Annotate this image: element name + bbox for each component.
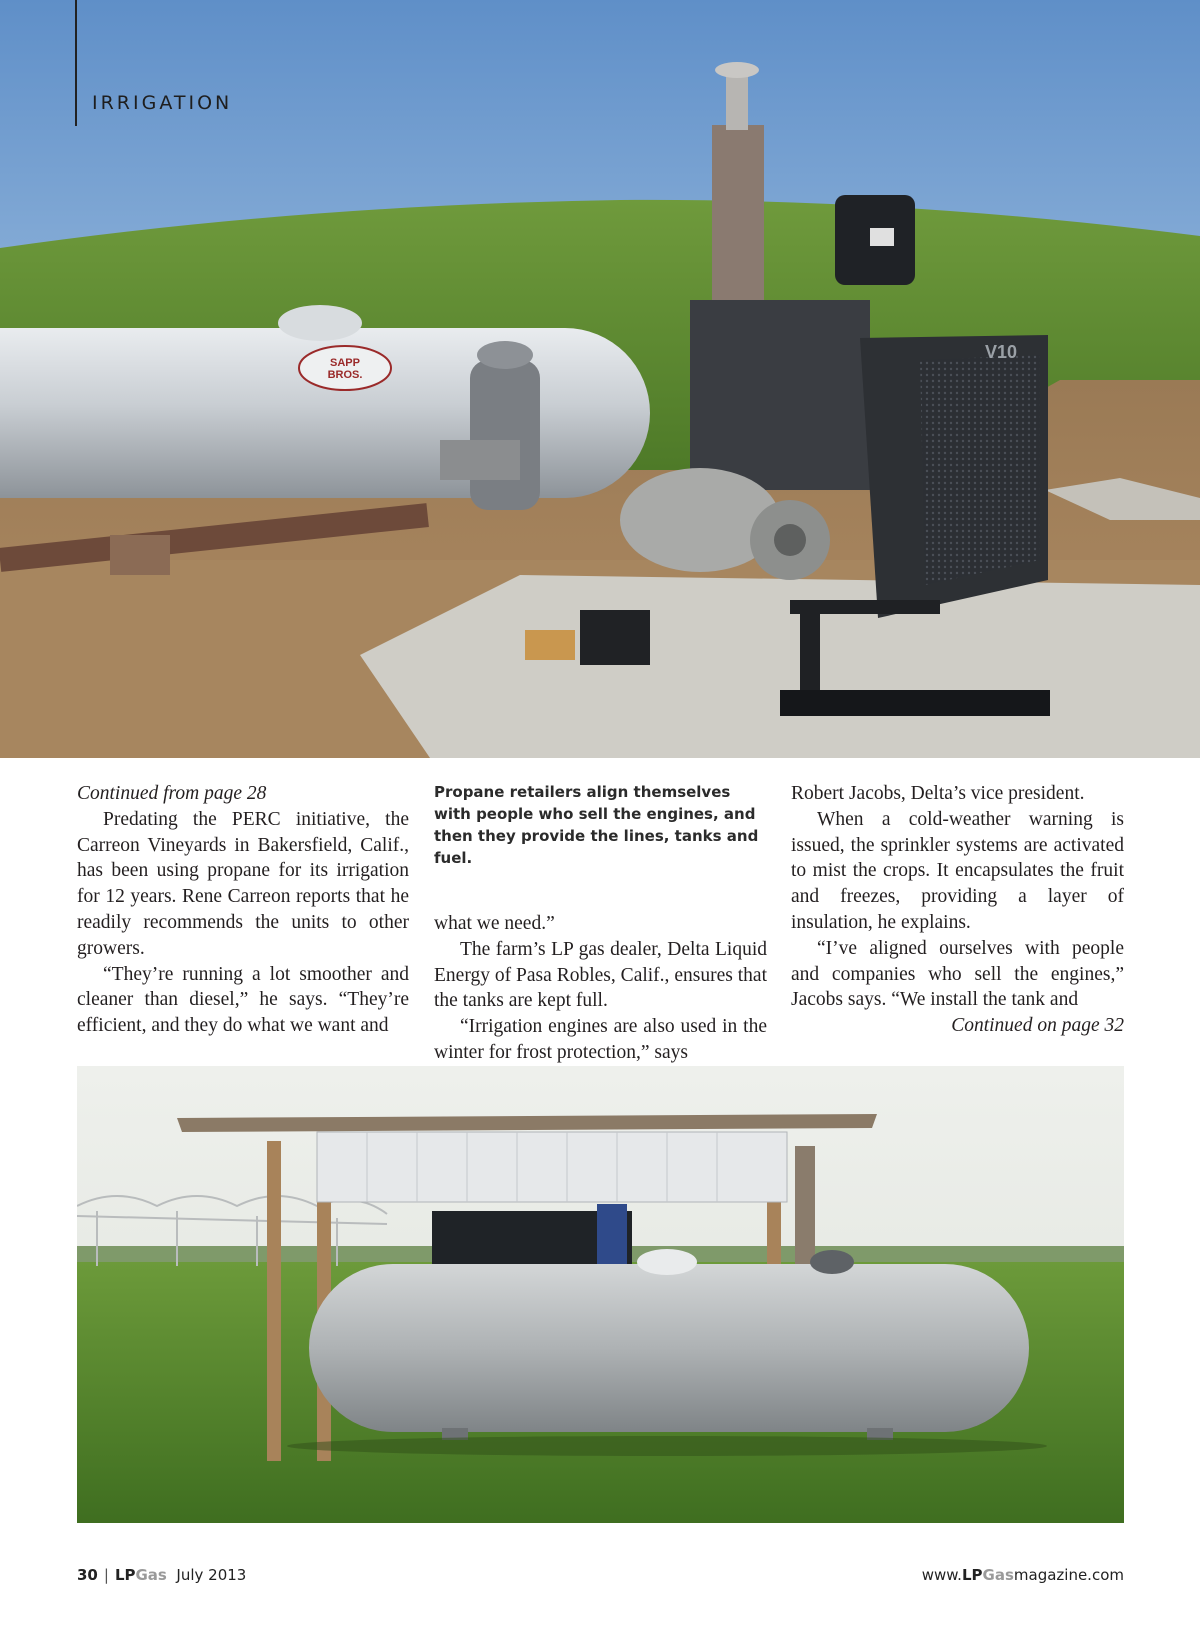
tank-label-line1: SAPP	[330, 357, 360, 369]
site-suffix: magazine.com	[1013, 1566, 1124, 1584]
paragraph: “Irrigation engines are also used in the winter for frost protection,” says	[434, 1016, 767, 1063]
pull-quote: Propane retailers align themselves with people who sell the engines, and then they provide the lines, tanks and fuel.	[434, 783, 759, 867]
footer-folio	[77, 1566, 246, 1584]
issue-date: July 2013	[176, 1566, 247, 1584]
footer-website[interactable]	[922, 1566, 1124, 1584]
continued-on: Continued on page 32	[951, 1015, 1124, 1037]
site-gas: Gas	[982, 1566, 1014, 1584]
paragraph: what we need.”	[434, 913, 555, 934]
photo-propane-tank-shelter	[77, 1066, 1124, 1523]
section-label: IRRIGATION	[92, 92, 233, 114]
article-column-1	[77, 781, 409, 1039]
brand-lp: LP	[114, 1566, 136, 1584]
article-column-3	[791, 781, 1124, 1039]
continued-from: Continued from page 28	[77, 783, 267, 804]
tank-label-line2: BROS.	[327, 369, 363, 381]
paragraph: “I’ve aligned ourselves with people and companies who sell the engines,” Jacobs says. “We install the tank and	[791, 937, 1124, 1011]
paragraph: When a cold-weather warning is issued, the sprinkler systems are activated to mist the crops. It encapsulates the fruit and freezes, providing a layer of insulation, he explains.	[791, 808, 1124, 933]
engine-badge: V10	[985, 342, 1018, 362]
paragraph: The farm’s LP gas dealer, Delta Liquid Energy of Pasa Robles, Calif., ensures that the tanks are kept full.	[434, 938, 767, 1012]
paragraph: Robert Jacobs, Delta’s vice president.	[791, 783, 1085, 804]
site-lp: LP	[961, 1566, 983, 1584]
brand-gas: Gas	[135, 1566, 167, 1584]
article-column-2	[434, 781, 767, 1066]
site-prefix: www.	[921, 1566, 962, 1584]
section-rule	[75, 0, 77, 126]
paragraph: “They’re running a lot smoother and cleaner than diesel,” he says. “They’re efficient, and they do what we want and	[77, 963, 409, 1037]
paragraph: Predating the PERC initiative, the Carreon Vineyards in Bakersfield, Calif., has been using propane for its irrigation for 12 years. Rene Carreon reports that he readily recommends the units to other growers.	[77, 808, 409, 959]
page-number: 30	[77, 1566, 98, 1584]
footer-separator: |	[103, 1566, 109, 1584]
